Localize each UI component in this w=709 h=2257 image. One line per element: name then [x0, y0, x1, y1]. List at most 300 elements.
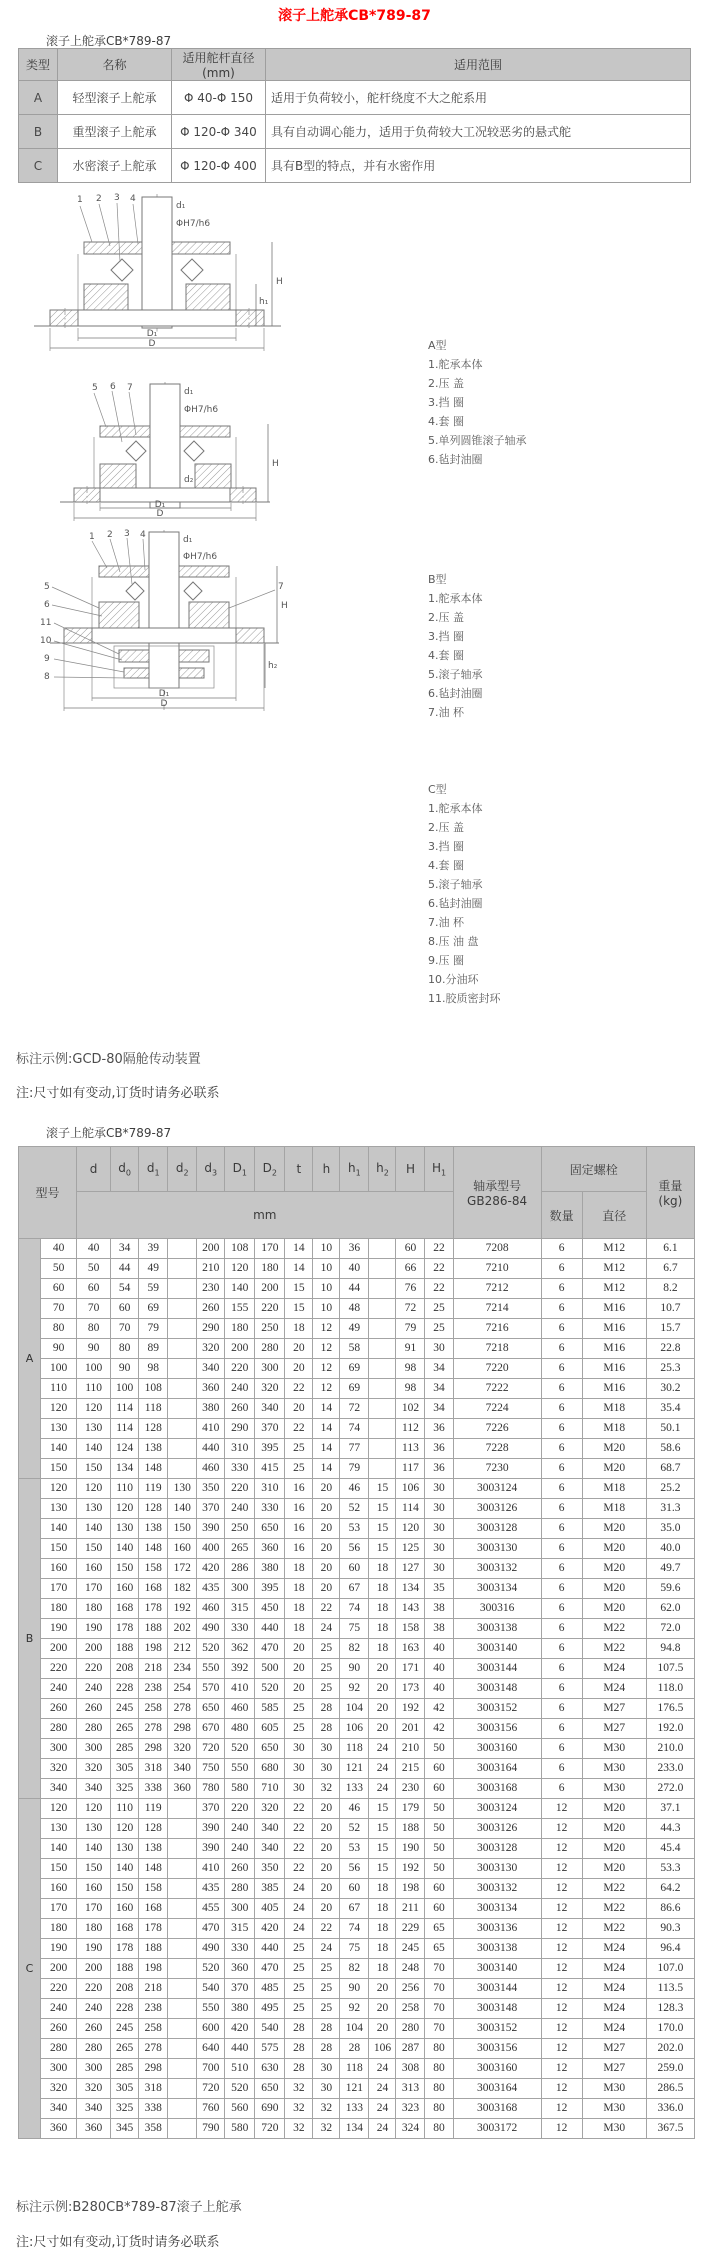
dim-cell	[168, 2079, 197, 2099]
dim-table-row	[19, 1659, 695, 1679]
dim-cell: M12	[582, 1279, 646, 1299]
legend-item: 11.胶质密封环	[428, 992, 501, 1005]
weight-header-line2: (kg)	[658, 1194, 683, 1208]
dim-cell: 20	[285, 1339, 313, 1359]
dim-cell: M27	[582, 2039, 646, 2059]
dim-table-row	[19, 1459, 695, 1479]
dim-cell: 3003160	[453, 2059, 541, 2079]
dim-cell: 198	[139, 1959, 168, 1979]
dim-cell: 90	[340, 1659, 369, 1679]
dim-cell: 362	[225, 1639, 255, 1659]
dim-cell: 60	[425, 1759, 453, 1779]
model-cell: 50	[41, 1259, 77, 1279]
dim-cell: 15	[369, 1859, 396, 1879]
dim-cell: 20	[313, 1539, 340, 1559]
model-cell: 130	[41, 1419, 77, 1439]
dim-cell: 218	[139, 1659, 168, 1679]
dim-cell: 22	[285, 1839, 313, 1859]
dim-cell: 260	[197, 1299, 225, 1319]
dim-cell: 286.5	[646, 2079, 694, 2099]
dim-cell: 22	[285, 1419, 313, 1439]
dim-table-row	[19, 1779, 695, 1799]
rudder-stock	[149, 532, 179, 688]
dim-cell: 410	[197, 1419, 225, 1439]
dim-table-row	[19, 1579, 695, 1599]
dim-cell: 140	[225, 1279, 255, 1299]
dim-cell: 25	[285, 1699, 313, 1719]
model-cell: 300	[41, 1739, 77, 1759]
dim-cell: M22	[582, 1919, 646, 1939]
dim-header-row1	[19, 1147, 695, 1192]
dim-cell: 240	[225, 1379, 255, 1399]
dim-cell: 14	[285, 1259, 313, 1279]
dim-cell: M27	[582, 2059, 646, 2079]
dim-cell: 360	[225, 1959, 255, 1979]
dim-cell	[369, 1379, 396, 1399]
dim-cell: 80	[425, 2119, 453, 2139]
dim-cell: 49	[139, 1259, 168, 1279]
dim-cell: 650	[255, 1739, 285, 1759]
dim-col-header: $h_1$	[340, 1147, 369, 1192]
dim-cell: 50	[425, 1739, 453, 1759]
dim-cell: 229	[396, 1919, 425, 1939]
dim-cell: 285	[111, 1739, 139, 1759]
dim-cell	[168, 1239, 197, 1259]
dim-cell: 24	[285, 1879, 313, 1899]
dim-cell: 18	[285, 1319, 313, 1339]
dim-cell: 130	[111, 1519, 139, 1539]
dim-cell: 90.3	[646, 1919, 694, 1939]
dim-cell: 168	[139, 1899, 168, 1919]
dim-cell: 12	[541, 1959, 582, 1979]
dim-cell: 100	[77, 1359, 111, 1379]
dim-cell: 520	[225, 2079, 255, 2099]
dim-cell: 340	[255, 1839, 285, 1859]
dim-cell: 130	[111, 1839, 139, 1859]
dim-cell: 12	[541, 1899, 582, 1919]
dim-cell: 192	[396, 1699, 425, 1719]
dim-cell: 18	[369, 1559, 396, 1579]
dim-cell: 148	[139, 1859, 168, 1879]
dim-cell: 106	[340, 1719, 369, 1739]
dim-cell: 121	[340, 1759, 369, 1779]
dim-cell: 3003128	[453, 1519, 541, 1539]
dim-cell: 44.3	[646, 1819, 694, 1839]
dim-cell: 308	[396, 2059, 425, 2079]
legend-c-title: C型	[428, 783, 447, 796]
dim-cell: 6	[541, 1559, 582, 1579]
dim-cell: 18	[369, 1879, 396, 1899]
dim-cell: 128.3	[646, 1999, 694, 2019]
dim-cell: 82	[340, 1959, 369, 1979]
dim-label-D1: D₁	[154, 500, 166, 510]
dim-cell: 6	[541, 1399, 582, 1419]
dim-cell: M16	[582, 1379, 646, 1399]
dim-cell: 6	[541, 1439, 582, 1459]
dim-cell: 52	[340, 1819, 369, 1839]
dim-cell: 40	[425, 1679, 453, 1699]
dim-cell: 79	[396, 1319, 425, 1339]
callout-4: 4	[140, 530, 146, 540]
dim-cell: 300	[77, 2059, 111, 2079]
dim-cell: 69	[340, 1359, 369, 1379]
dim-cell: 310	[225, 1439, 255, 1459]
callout-7: 7	[278, 582, 284, 592]
flange	[64, 628, 264, 643]
type-type-cell: B	[19, 115, 58, 149]
dim-cell: 720	[255, 2119, 285, 2139]
legend-item: 3.挡 圈	[428, 396, 464, 409]
dim-cell: 58	[340, 1339, 369, 1359]
dim-cell: M16	[582, 1299, 646, 1319]
dim-cell: 56	[340, 1859, 369, 1879]
dim-cell: 150	[168, 1519, 197, 1539]
dim-cell: 280	[77, 2039, 111, 2059]
dim-cell: 250	[255, 1319, 285, 1339]
dim-cell: 50	[425, 1839, 453, 1859]
dim-cell: 35	[425, 1579, 453, 1599]
dim-table-row	[19, 1359, 695, 1379]
dim-cell: 6	[541, 1599, 582, 1619]
dim-cell: 3003156	[453, 2039, 541, 2059]
diameter-header: 适用舵杆直径(mm)	[172, 49, 266, 81]
dim-cell: 30	[425, 1559, 453, 1579]
dim-cell: 80	[425, 2099, 453, 2119]
dim-cell: 118	[340, 1739, 369, 1759]
dim-cell: M24	[582, 1679, 646, 1699]
dim-cell: 12	[541, 1919, 582, 1939]
model-cell: 130	[41, 1499, 77, 1519]
dim-cell: 24	[369, 1779, 396, 1799]
dim-cell: 720	[197, 2079, 225, 2099]
dim-table-row	[19, 2039, 695, 2059]
dim-table-row	[19, 1259, 695, 1279]
dim-cell: 22	[285, 1859, 313, 1879]
dim-cell: 50	[77, 1259, 111, 1279]
legend-b	[428, 570, 483, 722]
dim-cell: 98	[139, 1359, 168, 1379]
dim-cell: 410	[197, 1859, 225, 1879]
model-cell: 220	[41, 1659, 77, 1679]
type-b-drawing	[48, 380, 283, 522]
dim-cell: 34	[425, 1379, 453, 1399]
dim-cell: 390	[197, 1839, 225, 1859]
dim-cell: 79	[139, 1319, 168, 1339]
dim-cell: 367.5	[646, 2119, 694, 2139]
dim-cell: 79	[340, 1459, 369, 1479]
dim-col-header: $h_2$	[369, 1147, 396, 1192]
dim-cell: 15	[285, 1299, 313, 1319]
dim-cell: 700	[197, 2059, 225, 2079]
dim-cell: 18	[369, 1579, 396, 1599]
callout-11: 11	[40, 618, 52, 628]
dim-cell: 80	[77, 1319, 111, 1339]
dim-cell: M20	[582, 1539, 646, 1559]
dim-cell: 20	[285, 1359, 313, 1379]
dim-cell: 190	[77, 1619, 111, 1639]
dim-cell: 200	[77, 1639, 111, 1659]
dim-cell: 92	[340, 1679, 369, 1699]
dim-cell: 171	[396, 1659, 425, 1679]
model-cell: 140	[41, 1519, 77, 1539]
dim-cell: M24	[582, 1959, 646, 1979]
dim-cell: 15	[369, 1519, 396, 1539]
roller-left	[126, 441, 146, 461]
dim-cell: 168	[111, 1599, 139, 1619]
section-label-B: B	[19, 1479, 41, 1799]
dim-cell: 315	[225, 1599, 255, 1619]
dia-header: 直径	[582, 1192, 646, 1239]
dim-cell: 24	[369, 2059, 396, 2079]
dim-cell: 6	[541, 1679, 582, 1699]
model-cell: 160	[41, 1559, 77, 1579]
dim-cell: 45.4	[646, 1839, 694, 1859]
dim-cell: 220	[225, 1359, 255, 1379]
dim-table-row	[19, 1939, 695, 1959]
dim-cell: 190	[77, 1939, 111, 1959]
dim-cell: 20	[369, 1719, 396, 1739]
dim-cell: 3003138	[453, 1939, 541, 1959]
dim-cell: 70	[425, 2019, 453, 2039]
dim-cell: 140	[111, 1539, 139, 1559]
dim-cell: 210	[396, 1739, 425, 1759]
dim-cell: 75	[340, 1619, 369, 1639]
type-name-cell: 水密滚子上舵承	[58, 149, 172, 183]
dim-cell: 240	[77, 1999, 111, 2019]
callout-7: 7	[127, 383, 133, 393]
dim-cell	[168, 1999, 197, 2019]
dim-cell: 120	[111, 1819, 139, 1839]
model-cell: 120	[41, 1479, 77, 1499]
dim-cell: 128	[139, 1819, 168, 1839]
dim-cell: 72.0	[646, 1619, 694, 1639]
dim-cell: 25	[313, 1959, 340, 1979]
callout-4: 4	[130, 194, 136, 204]
type-name-cell: 重型滚子上舵承	[58, 115, 172, 149]
dim-col-header: $d_0$	[111, 1147, 139, 1192]
dim-cell: 650	[255, 1519, 285, 1539]
dim-cell: 210.0	[646, 1739, 694, 1759]
dim-cell: 298	[139, 1739, 168, 1759]
dim-cell: 300	[77, 1739, 111, 1759]
dim-cell: 188	[111, 1639, 139, 1659]
dim-cell: 490	[197, 1939, 225, 1959]
dim-cell: 119	[139, 1479, 168, 1499]
dim-cell: 28	[340, 2039, 369, 2059]
page-title: 滚子上舵承CB*789-87	[278, 8, 431, 24]
dim-cell: 208	[111, 1979, 139, 1999]
dim-cell	[168, 1379, 197, 1399]
dim-cell: 130	[168, 1479, 197, 1499]
dim-cell: 70	[425, 1999, 453, 2019]
dim-cell	[369, 1299, 396, 1319]
dim-table-row	[19, 1839, 695, 1859]
dim-cell: 415	[255, 1459, 285, 1479]
dim-cell: 25.3	[646, 1359, 694, 1379]
dim-table-row	[19, 1739, 695, 1759]
dim-cell: 234	[168, 1659, 197, 1679]
dim-cell: 6	[541, 1359, 582, 1379]
dim-cell: 380	[197, 1399, 225, 1419]
type-table-body	[19, 81, 691, 183]
dim-cell	[369, 1359, 396, 1379]
dim-cell: 240	[225, 1839, 255, 1859]
dim-cell: 18	[285, 1559, 313, 1579]
dim-cell: 280	[396, 2019, 425, 2039]
dim-cell: 300	[225, 1579, 255, 1599]
dim-cell: 480	[225, 1719, 255, 1739]
name-header: 名称	[58, 49, 172, 81]
dim-cell: 65	[425, 1939, 453, 1959]
model-cell: 260	[41, 1699, 77, 1719]
dim-cell: 198	[139, 1639, 168, 1659]
dim-cell: 3003140	[453, 1639, 541, 1659]
dim-cell: 318	[139, 2079, 168, 2099]
model-cell: 320	[41, 1759, 77, 1779]
dim-cell: 3003134	[453, 1899, 541, 1919]
unit-header: mm	[77, 1192, 453, 1239]
dim-cell: 380	[225, 1999, 255, 2019]
dim-cell: 215	[396, 1759, 425, 1779]
dim-cell: 3003152	[453, 1699, 541, 1719]
dim-cell: 53.3	[646, 1859, 694, 1879]
dim-cell: 211	[396, 1899, 425, 1919]
dim-cell: 360	[77, 2119, 111, 2139]
dim-cell: 228	[111, 1679, 139, 1699]
dim-cell: 40	[425, 1639, 453, 1659]
dim-cell: 240	[225, 1499, 255, 1519]
model-cell: 150	[41, 1539, 77, 1559]
dim-cell: 138	[139, 1439, 168, 1459]
dim-cell: 12	[541, 2099, 582, 2119]
dim-cell: 66	[396, 1259, 425, 1279]
model-cell: 140	[41, 1839, 77, 1859]
model-cell: 120	[41, 1799, 77, 1819]
dim-cell: 49	[340, 1319, 369, 1339]
dim-cell: 540	[255, 2019, 285, 2039]
dim-cell: 155	[225, 1299, 255, 1319]
dim-cell: 60	[111, 1299, 139, 1319]
dim-cell: 450	[255, 1599, 285, 1619]
dim-cell	[168, 1359, 197, 1379]
dim-cell: M18	[582, 1399, 646, 1419]
dim-cell: 12	[541, 1819, 582, 1839]
dim-cell: 278	[139, 1719, 168, 1739]
dim-cell: 28	[285, 2059, 313, 2079]
dim-cell: 395	[255, 1439, 285, 1459]
model-cell: 240	[41, 1679, 77, 1699]
dim-cell: 20	[285, 1679, 313, 1699]
dim-cell: M20	[582, 1519, 646, 1539]
dim-cell: 77	[340, 1439, 369, 1459]
dim-cell: 324	[396, 2119, 425, 2139]
dim-cell: 69	[340, 1379, 369, 1399]
dim-label-D: D	[156, 509, 164, 519]
dim-cell: 20	[369, 1699, 396, 1719]
dim-cell: 300316	[453, 1599, 541, 1619]
bearing-header-line2: GB286-84	[467, 1194, 528, 1208]
dim-cell: 420	[225, 2019, 255, 2039]
dim-cell: 490	[197, 1619, 225, 1639]
dim-cell: M20	[582, 1559, 646, 1579]
model-cell: 180	[41, 1919, 77, 1939]
dim-cell: 640	[197, 2039, 225, 2059]
dim-cell: 200	[197, 1239, 225, 1259]
dim-cell: 580	[225, 2119, 255, 2139]
dim-cell: 12	[313, 1379, 340, 1399]
dim-cell: 3003136	[453, 1919, 541, 1939]
dim-col-header: $H_1$	[425, 1147, 453, 1192]
dim-cell: 260	[77, 2019, 111, 2039]
dim-cell: 6	[541, 1699, 582, 1719]
dim-cell: 107.5	[646, 1659, 694, 1679]
dim-table-row	[19, 1619, 695, 1639]
dim-cell: 30	[285, 1779, 313, 1799]
dim-cell: 320	[255, 1799, 285, 1819]
dim-cell	[369, 1319, 396, 1339]
dim-cell: 60	[425, 1879, 453, 1899]
model-cell: 110	[41, 1379, 77, 1399]
model-cell: 260	[41, 2019, 77, 2039]
dim-cell: 300	[225, 1899, 255, 1919]
dim-cell: 360	[168, 1779, 197, 1799]
model-cell: 130	[41, 1819, 77, 1839]
dim-cell	[168, 1799, 197, 1819]
dim-cell: 12	[541, 1839, 582, 1859]
dim-cell	[168, 2119, 197, 2139]
dim-cell: 56	[340, 1539, 369, 1559]
dim-cell: 70	[111, 1319, 139, 1339]
dim-cell: M16	[582, 1319, 646, 1339]
dim-cell: 140	[77, 1519, 111, 1539]
type-diameter-cell: Φ 120-Φ 340	[172, 115, 266, 149]
dim-cell: 114	[396, 1499, 425, 1519]
dim-cell	[168, 1419, 197, 1439]
dim-cell: M20	[582, 1599, 646, 1619]
dim-table-row	[19, 2019, 695, 2039]
dim-cell: 32	[285, 2079, 313, 2099]
dim-cell: 96.4	[646, 1939, 694, 1959]
dim-cell: 20	[313, 1499, 340, 1519]
dim-cell: 59.6	[646, 1579, 694, 1599]
dim-cell: 12	[541, 1979, 582, 1999]
dim-cell: 3003138	[453, 1619, 541, 1639]
dim-cell: 6	[541, 1299, 582, 1319]
dim-cell: 34	[111, 1239, 139, 1259]
type-table-header-row	[19, 49, 691, 81]
callout-1: 1	[89, 532, 95, 542]
type-table-row	[19, 149, 691, 183]
dim-cell: 180	[225, 1319, 255, 1339]
dim-cell: 6	[541, 1519, 582, 1539]
dim-table-row	[19, 1279, 695, 1299]
rudder-stock	[142, 197, 172, 328]
dim-cell: 600	[197, 2019, 225, 2039]
dim-cell: 30	[425, 1499, 453, 1519]
dim-cell: 12	[541, 1859, 582, 1879]
dim-cell: 90	[77, 1339, 111, 1359]
dim-cell: 3003164	[453, 2079, 541, 2099]
dim-table-caption: 滚子上舵承CB*789-87	[46, 1126, 172, 1140]
dim-cell: 30	[425, 1339, 453, 1359]
model-cell: 170	[41, 1579, 77, 1599]
dim-cell: 20	[313, 1519, 340, 1539]
dim-cell: 60	[340, 1879, 369, 1899]
callout-3: 3	[124, 529, 130, 539]
callout-3: 3	[114, 193, 120, 203]
roller-right	[181, 259, 203, 281]
legend-item: 2.压 盖	[428, 821, 464, 834]
